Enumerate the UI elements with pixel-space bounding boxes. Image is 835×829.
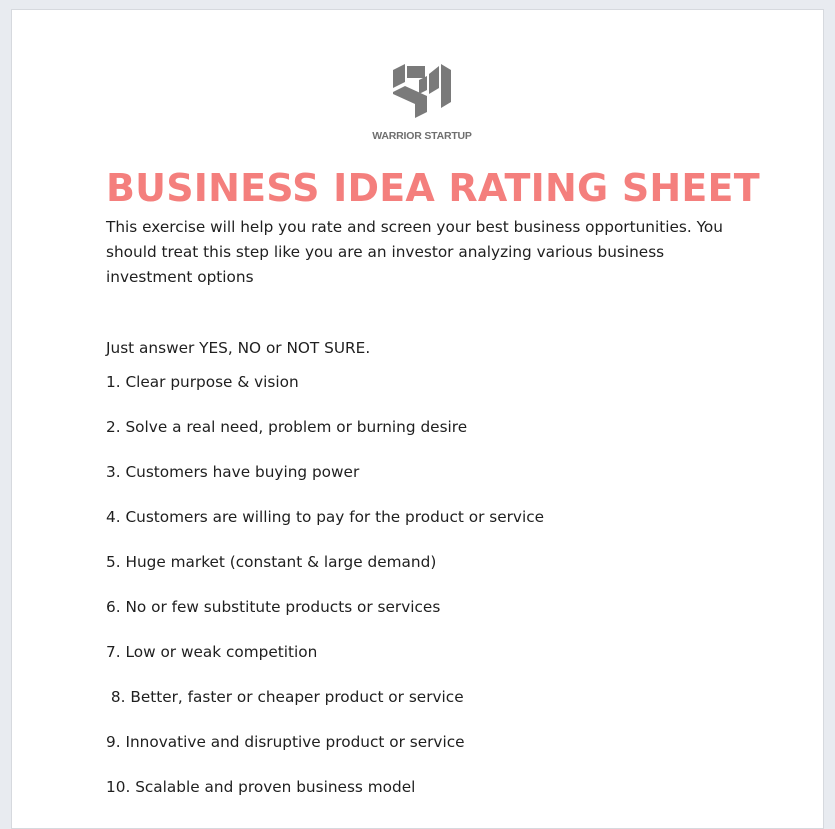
instruction-text: Just answer YES, NO or NOT SURE. xyxy=(106,339,371,357)
criteria-item: 1. Clear purpose & vision xyxy=(106,373,299,391)
criteria-item: 7. Low or weak competition xyxy=(106,643,318,661)
criteria-item: 10. Scalable and proven business model xyxy=(106,778,416,796)
criteria-item: 9. Innovative and disruptive product or service xyxy=(106,733,465,751)
criteria-item: 8. Better, faster or cheaper product or service xyxy=(106,688,464,706)
warrior-startup-logo-icon xyxy=(391,62,453,122)
logo-text: WARRIOR STARTUP xyxy=(372,130,472,142)
criteria-item: 5. Huge market (constant & large demand) xyxy=(106,553,437,571)
criteria-list xyxy=(106,371,544,821)
intro-paragraph: This exercise will help you rate and screen your best business opportunities. You should treat this step like you are an investor analyzing various business investment options xyxy=(106,218,723,286)
criteria-item: 2. Solve a real need, problem or burning desire xyxy=(106,418,468,436)
criteria-item: 4. Customers are willing to pay for the product or service xyxy=(106,508,545,526)
page-title: BUSINESS IDEA RATING SHEET xyxy=(106,166,760,210)
logo xyxy=(362,62,482,142)
criteria-item: 3. Customers have buying power xyxy=(106,463,360,481)
criteria-item: 6. No or few substitute products or services xyxy=(106,598,441,616)
document-page xyxy=(11,9,824,829)
